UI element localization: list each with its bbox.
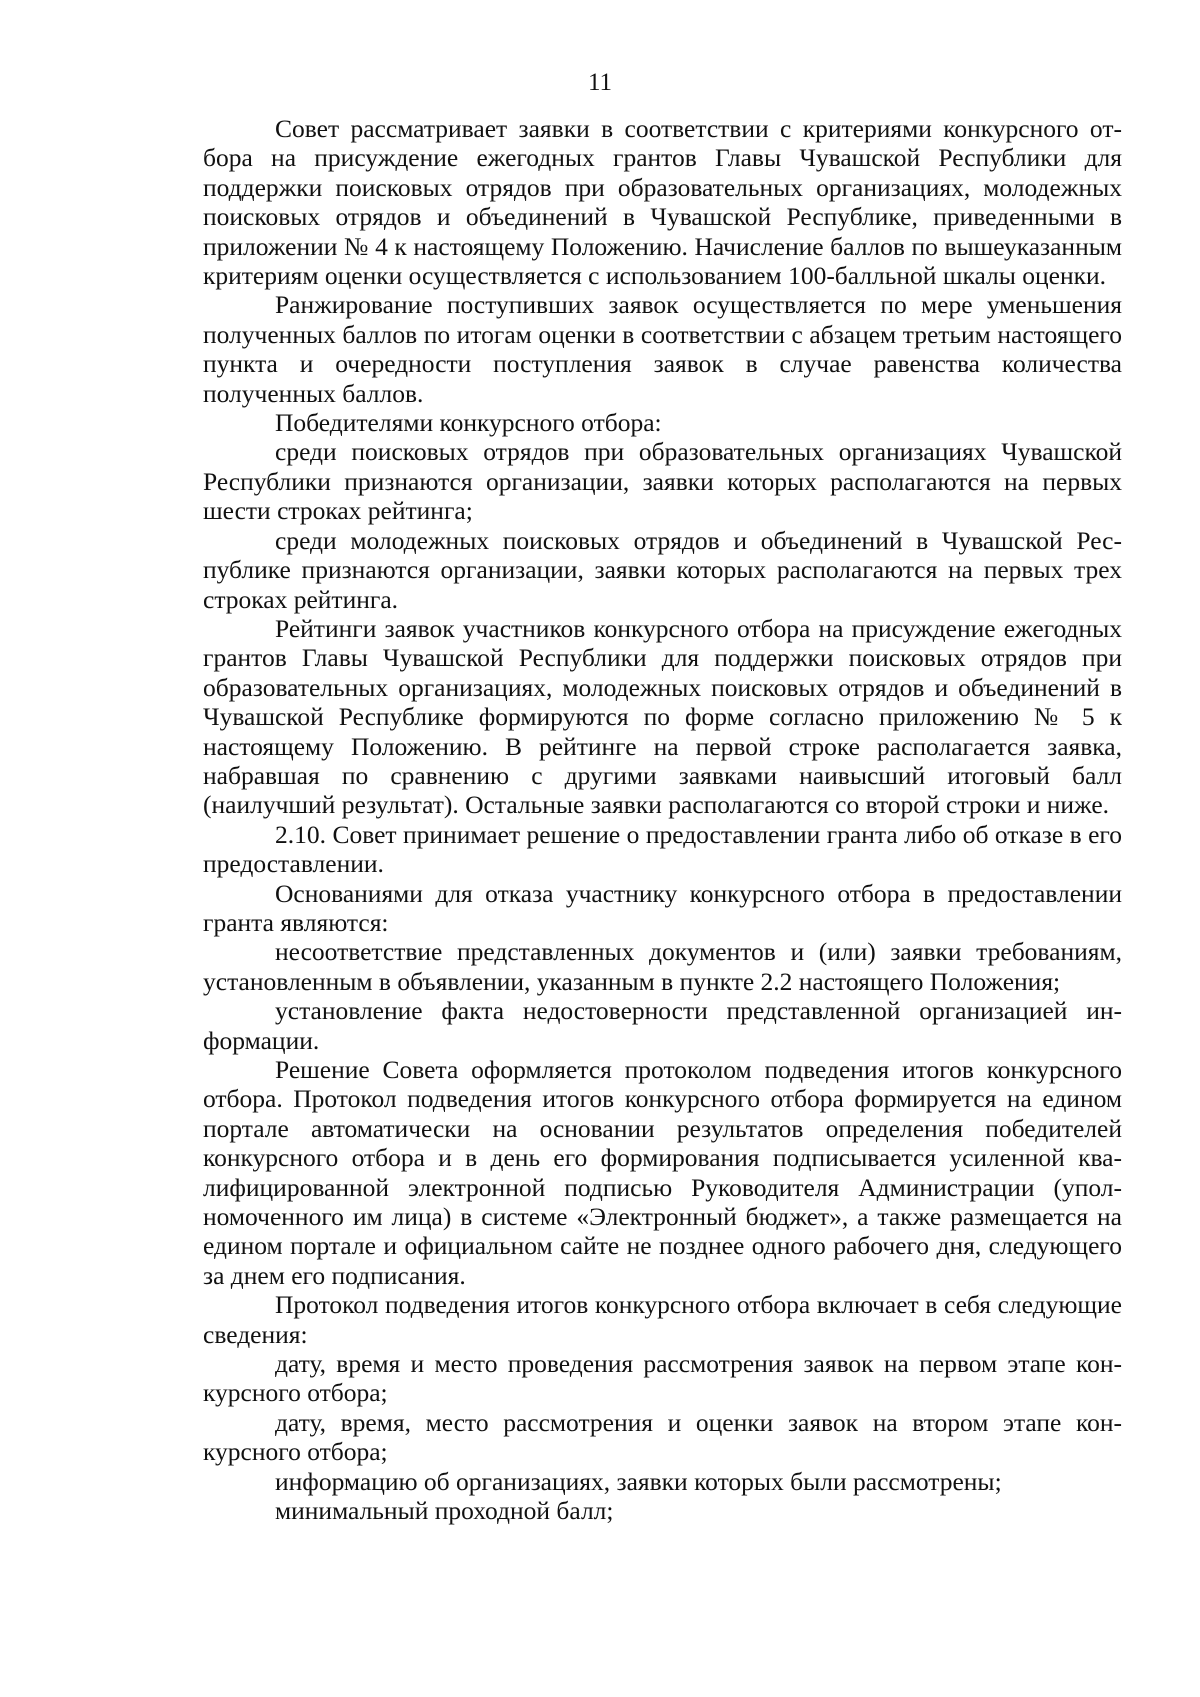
paragraph: минимальный проходной балл; — [275, 1496, 614, 1526]
paragraph: дату, время и место проведения рассмотрения заявок на первом этапе конкурсного отбора; — [203, 1349, 1122, 1408]
paragraph: Рейтинги заявок участников конкурсного отбора на присуждение ежегодных грантов Главы Чувашской Республики для поддержки поисковых отрядов при образовательных организациях, молодежных поисковых отрядов и объединений в Чувашской Республике формируются по форме согласно приложению № 5 к настоящему Положению. В рейтинге на первой строке располагается заявка, набравшая по сравнению с другими заявками наивысший итоговый балл (наилучший результат). Остальные заявки располагаются со второй строки и ниже. — [203, 613, 1122, 820]
paragraph: установление факта недостоверности представленной организацией информации. — [203, 996, 1122, 1055]
paragraph: информацию об организациях, заявки которых были рассмотрены; — [275, 1466, 1002, 1496]
paragraph: 2.10. Совет принимает решение о предоставлении гранта либо об отказе в его предоставлении. — [203, 819, 1122, 879]
paragraph: несоответствие представленных документов и (или) заявки требованиям, установленным в объявлении, указанным в пункте 2.2 настоящего Положения; — [203, 937, 1122, 996]
paragraph: среди молодежных поисковых отрядов и объединений в Чувашской Республике признаются организации, заявки которых располагаются на первых трех строках рейтинга. — [203, 525, 1122, 614]
page-number: 11 — [587, 69, 613, 96]
paragraph: Победителями конкурсного отбора: — [275, 408, 662, 438]
paragraph: Основаниями для отказа участнику конкурсного отбора в предоставлении гранта являются: — [203, 878, 1122, 937]
document-body — [203, 114, 1122, 1526]
paragraph: Совет рассматривает заявки в соответствии с критериями конкурсного отбора на присуждение ежегодных грантов Главы Чувашской Республики для поддержки поисковых отрядов при образовательных организациях, молодежных поисковых отрядов и объединений в Чувашской Республике, приведенными в приложении № 4 к настоящему Положению. Начисление баллов по вышеуказанным критериям оценки осуществляется с использованием 100-балльной шкалы оценки. — [203, 114, 1122, 291]
paragraph: Ранжирование поступивших заявок осуществляется по мере уменьшения полученных баллов по итогам оценки в соответствии с абзацем третьим настоящего пункта и очередности поступления заявок в случае равенства количества полученных баллов. — [203, 290, 1122, 408]
paragraph: Решение Совета оформляется протоколом подведения итогов конкурсного отбора. Протокол подведения итогов конкурсного отбора формируется на едином портале автоматически на основании результатов определения победителей конкурсного отбора и в день его формирования подписывается усиленной квалифицированной электронной подписью Руководителя Администрации (уполномоченного им лица) в системе «Электронный бюджет», а также размещается на едином портале и официальном сайте не позднее одного рабочего дня, следующего за днем его подписания. — [203, 1055, 1122, 1290]
paragraph: Протокол подведения итогов конкурсного отбора включает в себя следующие сведения: — [203, 1290, 1122, 1349]
paragraph: дату, время, место рассмотрения и оценки заявок на втором этапе конкурсного отбора; — [203, 1407, 1122, 1467]
paragraph: среди поисковых отрядов при образовательных организациях Чувашской Республики признаются организации, заявки которых располагаются на первых шести строках рейтинга; — [203, 437, 1122, 526]
